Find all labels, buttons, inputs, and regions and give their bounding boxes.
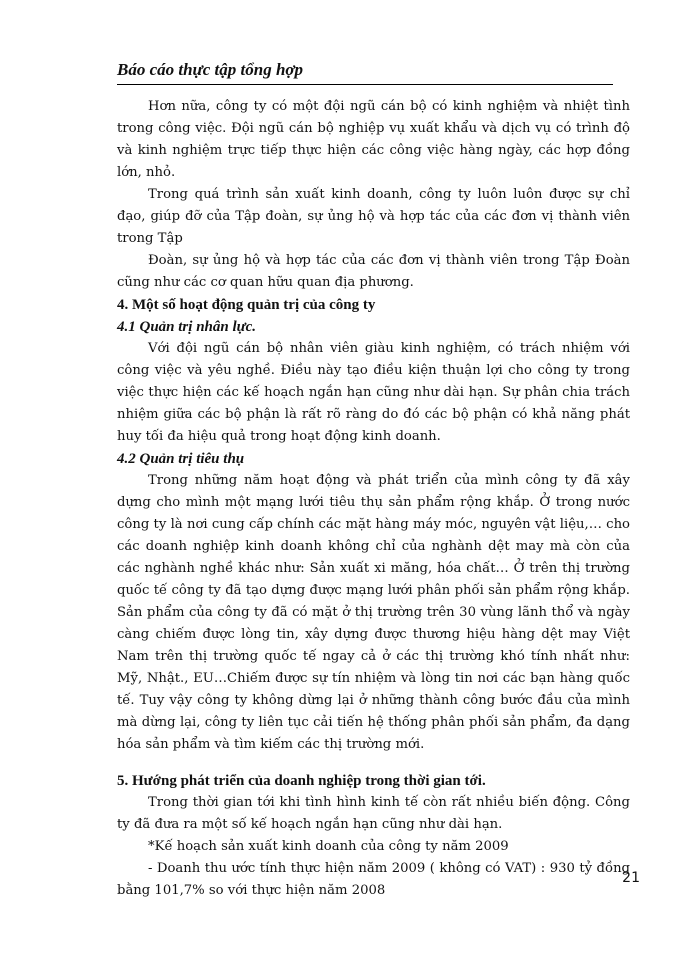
page-number: 21 (622, 870, 640, 886)
paragraph-group-support-continued: Đoàn, sự ủng hộ và hợp tác của các đơn vị thành viên trong Tập Đoàn cũng như các cơ quan hữu quan địa phương. (117, 253, 630, 290)
paragraph-sales-management: Trong những năm hoạt động và phát triển của mình công ty đã xây dựng cho mình một mạng lưới tiêu thụ sản phẩm rộng khắp. Ở trong nước công ty là nơi cung cấp chính các mặt hàng máy móc, nguyên vật liệu,… cho các doanh nghiệp kinh doanh không chỉ của nghành dệt may mà còn của các nghành nghề khác như: Sản xuất xi măng, hóa chất… Ở trên thị trường quốc tế công ty đã tạo dựng được mạng lưới phân phối sản phẩm rộng khắp. Sản phẩm của công ty đã có mặt ở thị trường trên 30 vùng lãnh thổ và ngày càng chiếm được lòng tin, xây dựng được thương hiệu hàng dệt may Việt Nam trên thị trường quốc tế ngay cả ở các thị trường khó tính nhất như: Mỹ, Nhật., EU…Chiếm được sự tín nhiệm và lòng tin nơi các bạn hàng quốc tế. Tuy vậy công ty không dừng lại ở những thành công bước đầu của mình mà dừng lại, công ty liên tục cải tiến hệ thống phân phối sản phẩm, đa dạng hóa sản phẩm và tìm kiếm các thị trường mới. (117, 473, 630, 752)
subsection-4-2-heading: 4.2 Quản trị tiêu thụ (117, 451, 245, 467)
spacer (117, 756, 630, 770)
paragraph-group-support: Trong quá trình sản xuất kinh doanh, công ty luôn luôn được sự chỉ đạo, giúp đỡ của Tập đoàn, sự ủng hộ và hợp tác của các đơn vị thành viên trong Tập (117, 187, 630, 246)
paragraph-staff-experience: Hơn nữa, công ty có một đội ngũ cán bộ có kinh nghiệm và nhiệt tình trong công việc. Đội ngũ cán bộ nghiệp vụ xuất khẩu và dịch vụ có trình độ và kinh nghiệm trực tiếp thực hiện các công việc hàng ngày, các hợp đồng lớn, nhỏ. (117, 99, 630, 180)
paragraph-hr-management: Với đội ngũ cán bộ nhân viên giàu kinh nghiệm, có trách nhiệm với công việc và yêu nghề. Điều này tạo điều kiện thuận lợi cho công ty trong việc thực hiện các kế hoạch ngắn hạn cũng như dài hạn. Sự phân chia trách nhiệm giữa các bộ phận là rất rõ ràng do đó các bộ phận có khả năng phát huy tối đa hiệu quả trong hoạt động kinh doanh. (117, 341, 630, 444)
page-header-title: Báo cáo thực tập tổng hợp (117, 60, 613, 85)
paragraph-development-direction: Trong thời gian tới khi tình hình kinh tế còn rất nhiều biến động. Công ty đã đưa ra một số kế hoạch ngắn hạn cũng như dài hạn. (117, 795, 630, 832)
paragraph-revenue-estimate: - Doanh thu ước tính thực hiện năm 2009 ( không có VAT) : 930 tỷ đồng bằng 101,7% so với thực hiện năm 2008 (117, 861, 630, 898)
section-5-heading: 5. Hướng phát triển của doanh nghiệp trong thời gian tới. (117, 773, 486, 789)
paragraph-business-plan-2009: *Kế hoạch sản xuất kinh doanh của công ty năm 2009 (148, 839, 509, 854)
subsection-4-1-heading: 4.1 Quản trị nhân lực. (117, 319, 257, 335)
document-body (117, 96, 630, 902)
section-4-heading: 4. Một số hoạt động quản trị của công ty (117, 297, 376, 313)
